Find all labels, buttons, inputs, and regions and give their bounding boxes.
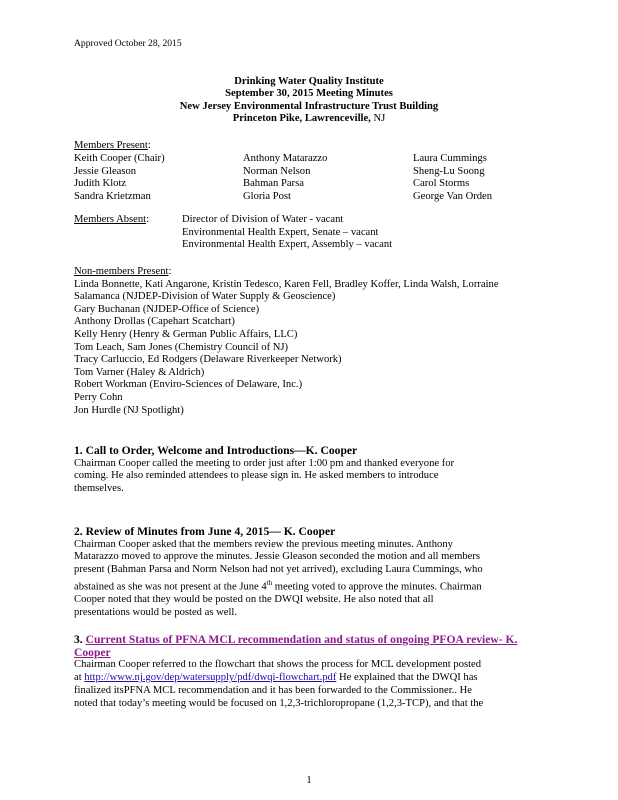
absent-item: Director of Division of Water - vacant	[182, 214, 344, 225]
paragraph-line: noted that today’s meeting would be focused on 1,2,3-trichloropropane (1,2,3-TCP), and that the	[74, 697, 484, 709]
members-column-2	[243, 153, 327, 203]
attendee-line: Salamanca (NJDEP-Division of Water Supply & Geoscience)	[74, 291, 336, 303]
section-2	[74, 526, 558, 619]
member-name: Anthony Matarazzo	[243, 153, 328, 164]
section-1	[74, 445, 558, 496]
paragraph-line: Chairman Cooper called the meeting to order just after 1:00 pm and thanked everyone for	[74, 457, 455, 469]
heading-colon: :	[147, 140, 151, 151]
member-name: Keith Cooper (Chair)	[74, 153, 165, 164]
title-line: New Jersey Environmental Infrastructure Trust Building	[179, 100, 439, 112]
attendee-line: Linda Bonnette, Kati Angarone, Kristin Tedesco, Karen Fell, Bradley Koffer, Linda Walsh, Lorraine	[74, 278, 499, 290]
member-name: Jessie Gleason	[74, 165, 137, 177]
text-fragment: meeting voted to approve the minutes. Chairman	[272, 581, 482, 593]
paragraph-line: finalized itsPFNA MCL recommendation and it has been forwarded to the Commissioner.. He	[74, 684, 472, 696]
paragraph-line: themselves.	[74, 483, 124, 495]
attendee-line: Tracy Carluccio, Ed Rodgers (Delaware Riverkeeper Network)	[74, 354, 342, 366]
members-absent-label: Members Absent	[74, 214, 147, 225]
members-absent-list	[182, 214, 392, 252]
section-3-heading-cont	[74, 647, 558, 660]
attendee-line: Kelly Henry (Henry & German Public Affairs, LLC)	[74, 328, 298, 340]
non-members-heading	[74, 266, 558, 279]
section-3-number: 3.	[74, 633, 86, 646]
title-state: NJ	[370, 113, 386, 125]
heading-colon: :	[146, 214, 150, 225]
paragraph-line: Chairman Cooper asked that the members review the previous meeting minutes. Anthony	[74, 538, 453, 550]
document-title	[0, 76, 618, 126]
members-column-1	[74, 153, 165, 203]
text-fragment: He explained that the DWQI has	[336, 672, 478, 684]
title-line: September 30, 2015 Meeting Minutes	[225, 88, 393, 100]
section-3-heading	[74, 634, 558, 647]
title-line: Drinking Water Quality Institute	[234, 76, 384, 87]
title-location: Princeton Pike, Lawrenceville,	[232, 113, 371, 125]
section-3	[74, 634, 558, 710]
paragraph-line: Cooper noted that they would be posted on the DWQI website. He also noted that all	[74, 594, 434, 606]
members-column-3	[413, 153, 492, 203]
attendee-line: Robert Workman (Enviro-Sciences of Delaware, Inc.)	[74, 379, 303, 391]
member-name: Carol Storms	[413, 178, 470, 190]
attendee-line: Anthony Drollas (Capehart Scatchart)	[74, 316, 235, 328]
flowchart-link[interactable]: http://www.nj.gov/dep/watersupply/pdf/dwqi-flowchart.pdf	[84, 672, 337, 684]
member-name: Norman Nelson	[243, 165, 311, 177]
section-3-heading-link[interactable]: Cooper	[74, 645, 111, 659]
text-fragment: at	[74, 672, 85, 684]
attendee-line: Perry Cohn	[74, 391, 123, 403]
attendee-line: Jon Hurdle (NJ Spotlight)	[74, 404, 184, 416]
paragraph-line	[74, 672, 558, 685]
attendee-line: Tom Varner (Haley & Aldrich)	[74, 366, 205, 378]
member-name: Judith Klotz	[74, 178, 127, 190]
member-name: Laura Cummings	[413, 153, 487, 164]
heading-colon: :	[168, 266, 172, 277]
paragraph-line: present (Bahman Parsa and Norm Nelson had not yet arrived), excluding Laura Cummings, who	[74, 564, 483, 576]
paragraph-line: coming. He also reminded attendees to please sign in. He asked members to introduce	[74, 470, 439, 482]
title-line	[0, 113, 618, 125]
attendee-line: Gary Buchanan (NJDEP-Office of Science)	[74, 303, 260, 315]
page-number: 1	[306, 775, 312, 786]
members-present-label: Members Present	[74, 140, 148, 151]
attendee-line: Tom Leach, Sam Jones (Chemistry Council of NJ)	[74, 341, 289, 353]
paragraph-line: Chairman Cooper referred to the flowchart that shows the process for MCL development posted	[74, 659, 482, 671]
section-2-heading: 2. Review of Minutes from June 4, 2015— K. Cooper	[74, 525, 336, 538]
members-absent-heading	[74, 214, 149, 225]
absent-item: Environmental Health Expert, Senate – vacant	[182, 226, 379, 238]
section-3-heading-link[interactable]: Current Status of PFNA MCL recommendation and status of ongoing PFOA review- K.	[85, 633, 518, 646]
member-name: Bahman Parsa	[243, 178, 304, 190]
paragraph-line: presentations would be posted as well.	[74, 606, 237, 618]
section-1-heading: 1. Call to Order, Welcome and Introductions—K. Cooper	[74, 444, 358, 457]
non-members-section	[74, 266, 558, 417]
approval-date: Approved October 28, 2015	[74, 38, 182, 49]
paragraph-line	[74, 577, 558, 594]
member-name: Sandra Krietzman	[74, 190, 151, 202]
absent-item: Environmental Health Expert, Assembly – vacant	[182, 239, 393, 251]
members-present-heading	[74, 140, 558, 153]
member-name: George Van Orden	[413, 190, 493, 202]
member-name: Sheng-Lu Soong	[413, 165, 485, 177]
non-members-label: Non-members Present	[74, 266, 169, 277]
text-fragment: abstained as she was not present at the June 4	[74, 581, 267, 593]
paragraph-line: Matarazzo moved to approve the minutes. Jessie Gleason seconded the motion and all members	[74, 551, 480, 563]
member-name: Gloria Post	[243, 190, 291, 202]
ordinal-superscript: th	[266, 578, 273, 587]
